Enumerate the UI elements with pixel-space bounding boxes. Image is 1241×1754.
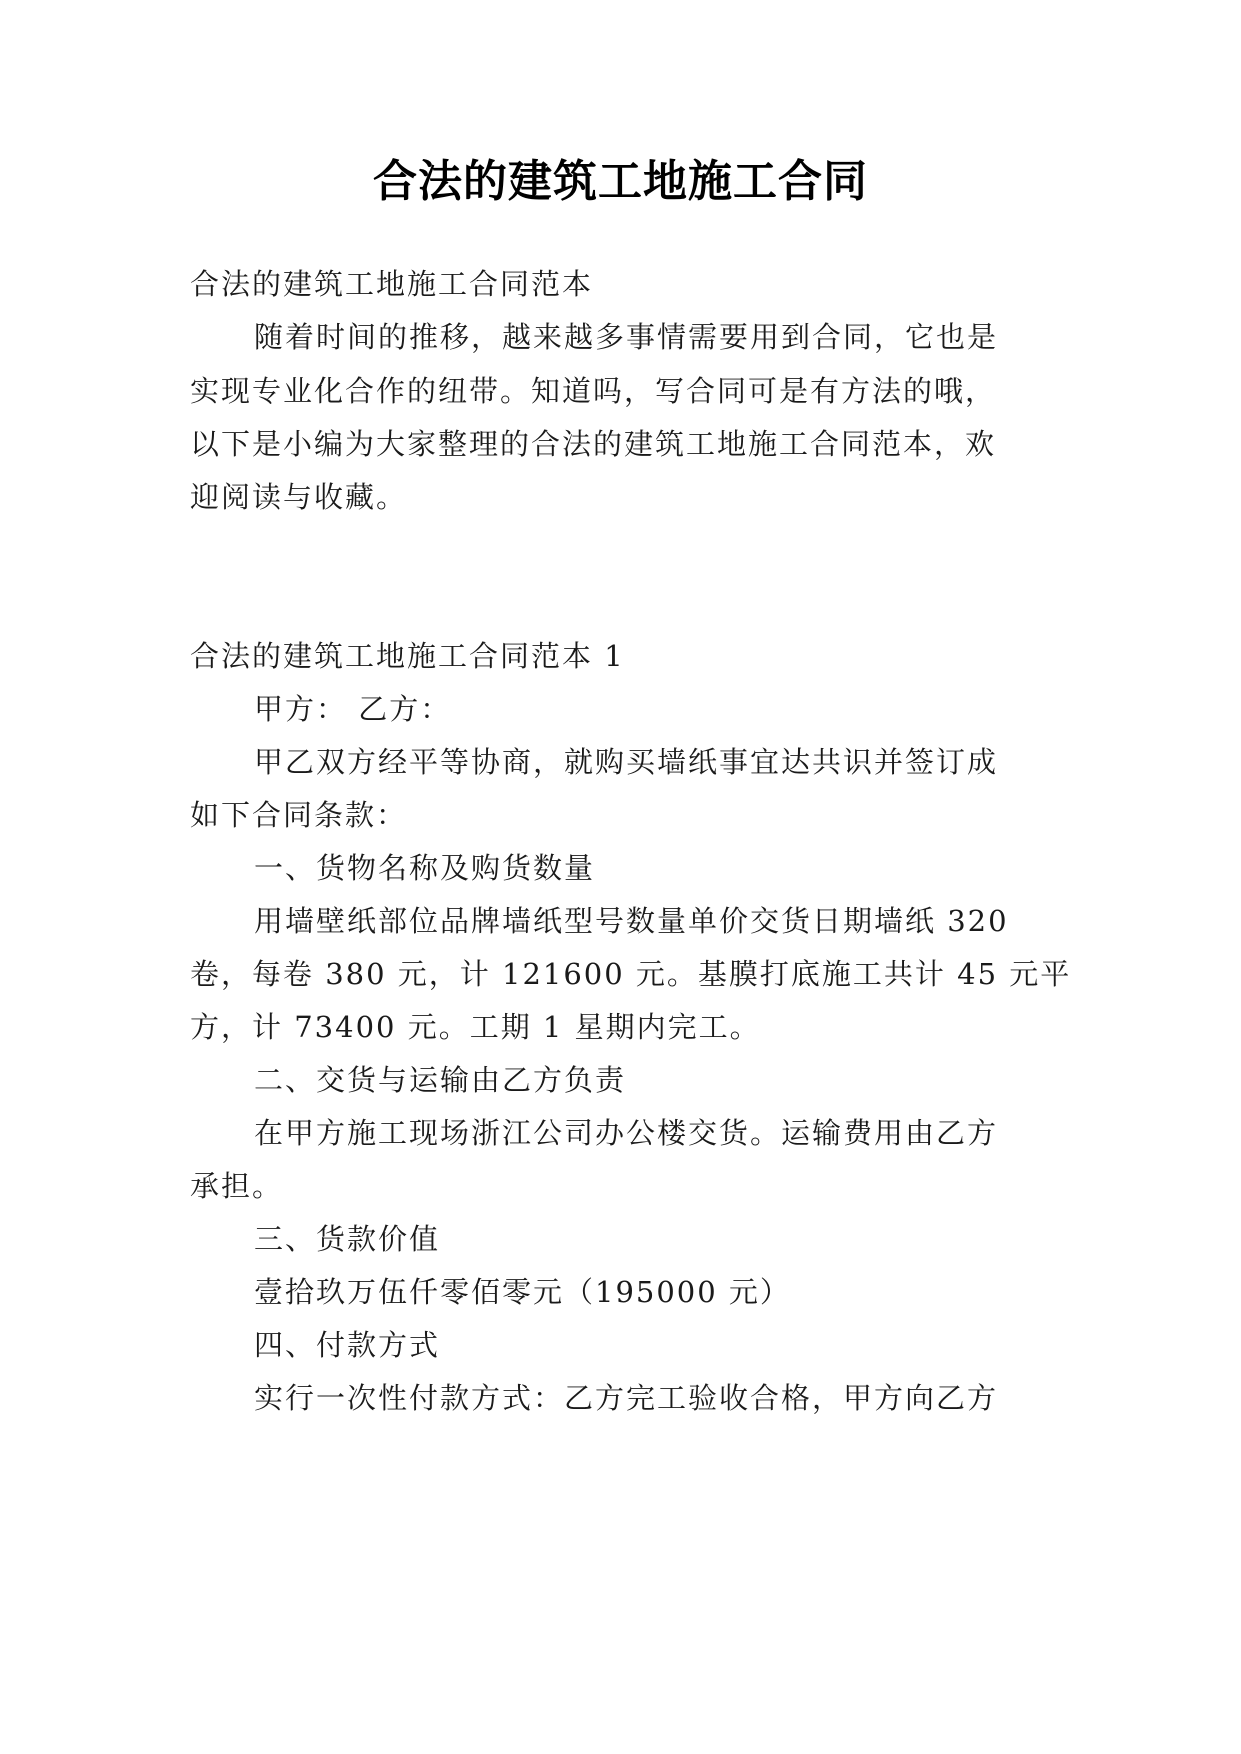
clause-heading: 一、货物名称及购货数量 (254, 851, 596, 885)
clause-heading: 二、交货与运输由乙方负责 (254, 1063, 627, 1097)
contract-line: 如下合同条款： (190, 798, 408, 832)
contract-line: 甲乙双方经平等协商，就购买墙纸事宜达共识并签订成 (254, 745, 999, 779)
clause-heading: 四、付款方式 (254, 1328, 441, 1362)
clause-line: 卷，每卷 380 元，计 121600 元。基膜打底施工共计 45 元平 (190, 957, 1072, 991)
clause-line: 在甲方施工现场浙江公司办公楼交货。运输费用由乙方 (254, 1116, 999, 1150)
clause-heading: 三、货款价值 (254, 1222, 441, 1256)
subtitle-line: 合法的建筑工地施工合同范本 (190, 267, 594, 301)
intro-line: 随着时间的推移，越来越多事情需要用到合同，它也是 (254, 320, 999, 354)
intro-line: 迎阅读与收藏。 (190, 480, 408, 514)
clause-line: 承担。 (190, 1169, 284, 1203)
parties-line: 甲方： 乙方： (254, 692, 452, 726)
section-heading: 合法的建筑工地施工合同范本 1 (190, 639, 625, 673)
intro-line: 实现专业化合作的纽带。知道吗，写合同可是有方法的哦， (190, 374, 997, 408)
clause-line: 方，计 73400 元。工期 1 星期内完工。 (190, 1010, 761, 1044)
clause-line: 壹拾玖万伍仟零佰零元（195000 元） (254, 1275, 791, 1309)
intro-line: 以下是小编为大家整理的合法的建筑工地施工合同范本，欢 (190, 427, 997, 461)
clause-line: 实行一次性付款方式：乙方完工验收合格，甲方向乙方 (254, 1381, 999, 1415)
clause-line: 用墙壁纸部位品牌墙纸型号数量单价交货日期墙纸 320 (254, 904, 1009, 938)
document-title: 合法的建筑工地施工合同 (373, 156, 868, 207)
